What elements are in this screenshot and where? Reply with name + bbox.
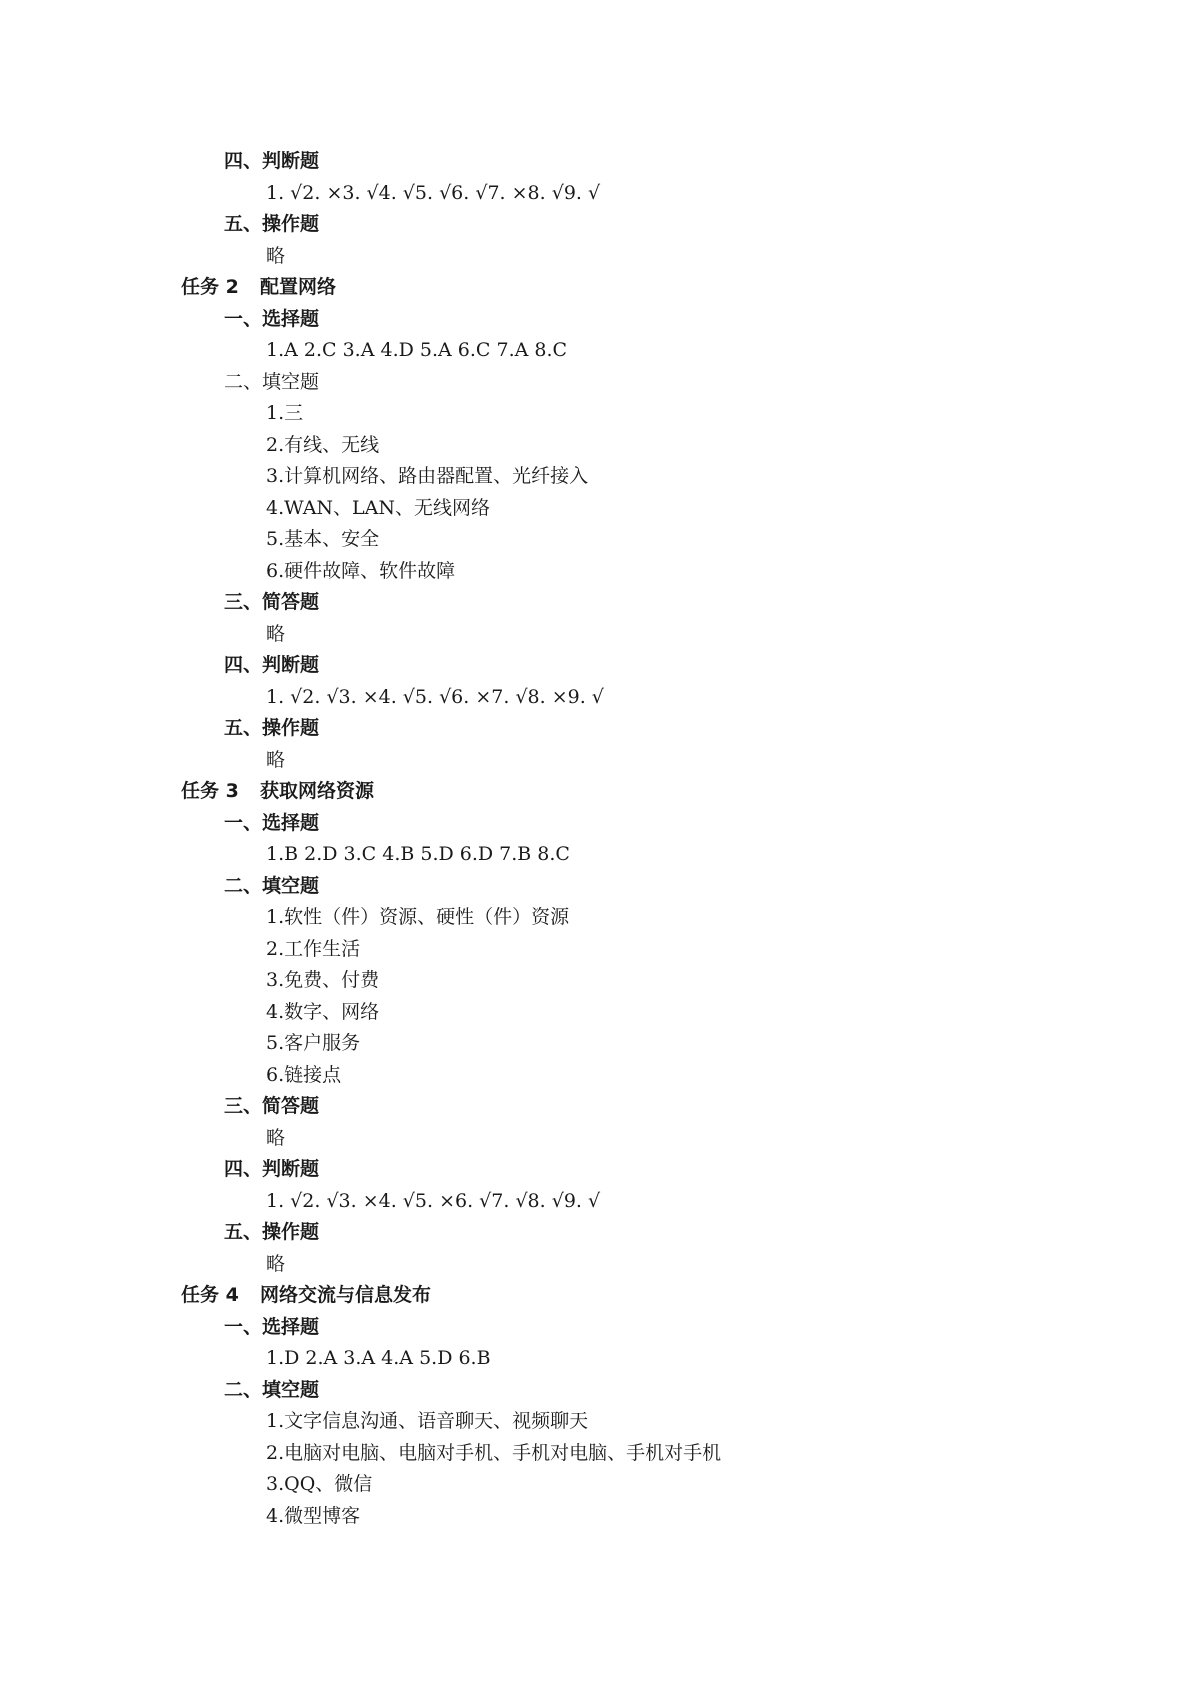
answer-line: 1.文字信息沟通、语音聊天、视频聊天 — [266, 1410, 589, 1432]
task-heading — [181, 1280, 1081, 1312]
section-heading: 五、操作题 — [224, 213, 320, 235]
section-heading: 一、选择题 — [224, 811, 320, 834]
section-heading: 一、选择题 — [224, 307, 320, 330]
task-title: 配置网络 — [260, 276, 337, 298]
section-heading: 三、简答题 — [224, 591, 320, 613]
answer-line: 1.D 2.A 3.A 4.A 5.D 6.B — [266, 1347, 491, 1369]
task-title: 获取网络资源 — [260, 780, 375, 802]
answer-line: 1.B 2.D 3.C 4.B 5.D 6.D 7.B 8.C — [266, 843, 570, 865]
task-heading — [181, 776, 1081, 808]
section-heading: 三、简答题 — [224, 1095, 320, 1117]
answer-line: 3.免费、付费 — [266, 969, 380, 991]
answer-line: 5.基本、安全 — [266, 528, 380, 550]
answer-line: 2.工作生活 — [266, 937, 361, 960]
task-number: 任务 3 — [181, 780, 239, 802]
section-heading: 四、判断题 — [224, 1158, 320, 1180]
answer-line: 2.有线、无线 — [266, 433, 380, 456]
answer-line: 略 — [266, 1252, 286, 1275]
section-heading: 一、选择题 — [224, 1315, 320, 1338]
task-number: 任务 2 — [181, 276, 239, 298]
answer-line: 3.QQ、微信 — [266, 1473, 373, 1495]
section-heading: 五、操作题 — [224, 1221, 320, 1243]
answer-line: 略 — [266, 622, 286, 645]
section-heading: 五、操作题 — [224, 717, 320, 739]
answer-line: 1. √2. √3. ×4. √5. √6. ×7. √8. ×9. √ — [266, 685, 604, 708]
answer-line: 2.电脑对电脑、电脑对手机、手机对电脑、手机对手机 — [266, 1441, 722, 1464]
section-heading: 二、填空题 — [224, 1378, 320, 1401]
section-heading: 四、判断题 — [224, 150, 320, 172]
answer-line: 6.硬件故障、软件故障 — [266, 559, 456, 582]
task-heading — [181, 272, 1081, 304]
answer-line: 4.微型博客 — [266, 1504, 361, 1527]
answer-line: 1.软性（件）资源、硬性（件）资源 — [266, 906, 570, 928]
answer-line: 4.WAN、LAN、无线网络 — [266, 496, 491, 519]
answer-line: 6.链接点 — [266, 1063, 342, 1086]
answer-line: 1. √2. ×3. √4. √5. √6. √7. ×8. √9. √ — [266, 181, 601, 204]
answer-line: 略 — [266, 748, 286, 771]
answer-line: 略 — [266, 1126, 286, 1149]
task-number: 任务 4 — [181, 1284, 239, 1306]
section-heading: 二、填空题 — [224, 874, 320, 897]
answer-key-content — [181, 146, 1081, 1532]
task-title: 网络交流与信息发布 — [260, 1284, 432, 1306]
answer-line: 1.A 2.C 3.A 4.D 5.A 6.C 7.A 8.C — [266, 339, 568, 361]
answer-line: 4.数字、网络 — [266, 1000, 380, 1023]
answer-line: 1.三 — [266, 402, 304, 424]
section-heading: 四、判断题 — [224, 654, 320, 676]
answer-line: 1. √2. √3. ×4. √5. ×6. √7. √8. √9. √ — [266, 1189, 601, 1212]
answer-line: 5.客户服务 — [266, 1032, 361, 1054]
section-heading: 二、填空题 — [224, 370, 320, 393]
answer-line: 3.计算机网络、路由器配置、光纤接入 — [266, 465, 589, 487]
answer-line: 略 — [266, 244, 286, 267]
